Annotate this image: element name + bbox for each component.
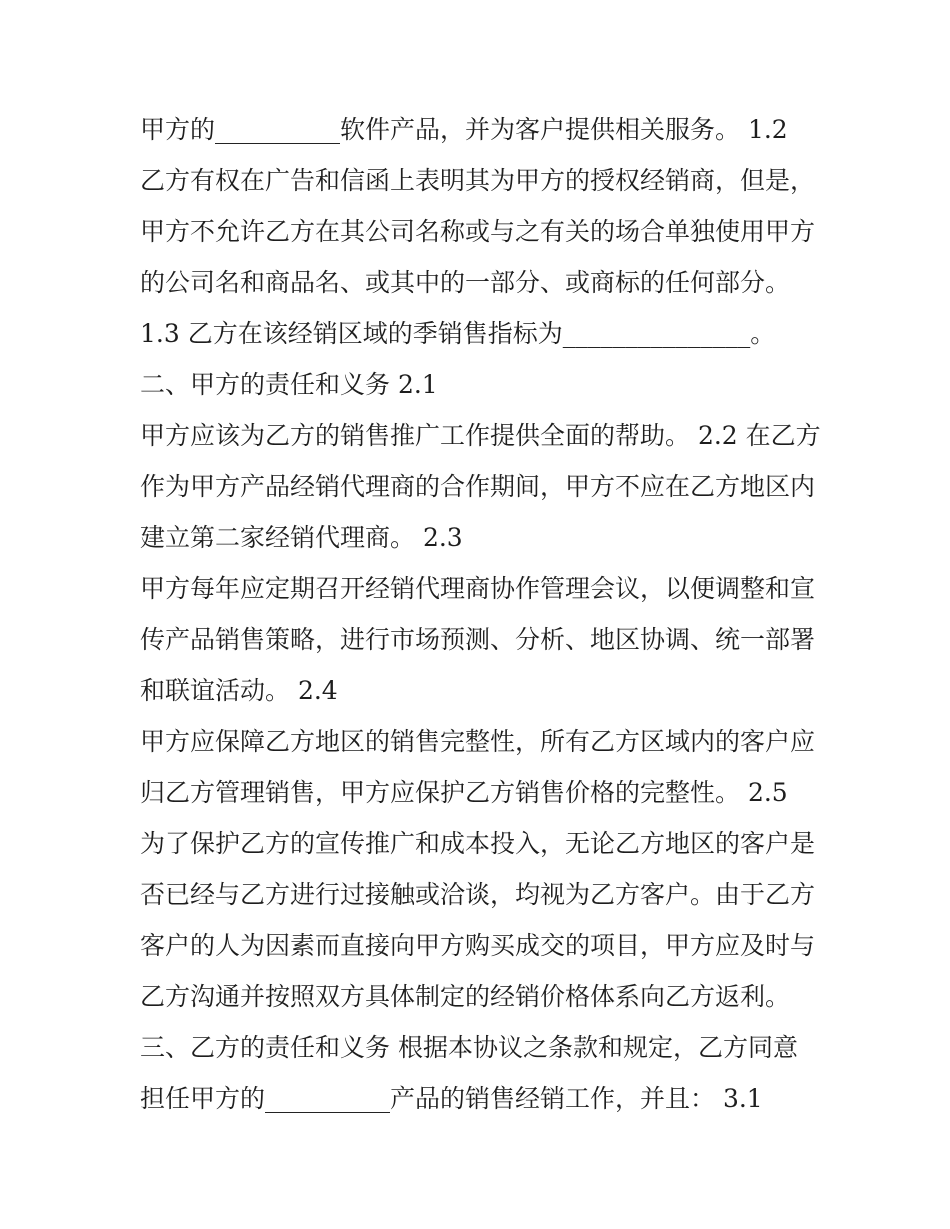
text-line-10: 甲方每年应定期召开经销代理商协作管理会议，以便调整和宣 [140, 574, 816, 603]
text-line-13: 甲方应保障乙方地区的销售完整性，所有乙方区域内的客户应 [140, 727, 816, 756]
text-line-4: 的公司名和商品名、或其中的一部分、或商标的任何部分。 [140, 268, 791, 297]
text-line-2: 乙方有权在广告和信函上表明其为甲方的授权经销商，但是， [140, 166, 816, 195]
text-line-3: 甲方不允许乙方在其公司名称或与之有关的场合单独使用甲方 [140, 217, 816, 246]
text-line-17: 客户的人为因素而直接向甲方购买成交的项目，甲方应及时与 [140, 931, 816, 960]
text-line-18: 乙方沟通并按照双方具体制定的经销价格体系向乙方返利。 [140, 982, 791, 1011]
text-line-11: 传产品销售策略，进行市场预测、分析、地区协调、统一部署 [140, 625, 816, 654]
text-line-14: 归乙方管理销售，甲方应保护乙方销售价格的完整性。 2.5 [140, 778, 788, 807]
text-line-16: 否已经与乙方进行过接触或洽谈，均视为乙方客户。由于乙方 [140, 880, 816, 909]
text-line-1: 甲方的__________软件产品，并为客户提供相关服务。 1.2 [140, 115, 788, 144]
text-line-12: 和联谊活动。 2.4 [140, 676, 338, 705]
section-heading-party-a: 二、甲方的责任和义务 2.1 [140, 370, 438, 399]
text-line-20: 担任甲方的__________产品的销售经销工作，并且： 3.1 [140, 1084, 763, 1113]
text-line-15: 为了保护乙方的宣传推广和成本投入，无论乙方地区的客户是 [140, 829, 816, 858]
text-line-9: 建立第二家经销代理商。 2.3 [140, 523, 463, 552]
contract-body-text [140, 104, 830, 1124]
section-heading-party-b: 三、乙方的责任和义务 根据本协议之条款和规定，乙方同意 [140, 1033, 798, 1062]
text-line-7: 甲方应该为乙方的销售推广工作提供全面的帮助。 2.2 在乙方 [140, 421, 821, 450]
text-line-8: 作为甲方产品经销代理商的合作期间，甲方不应在乙方地区内 [140, 472, 816, 501]
text-line-5: 1.3 乙方在该经销区域的季销售指标为_______________。 [140, 319, 776, 348]
